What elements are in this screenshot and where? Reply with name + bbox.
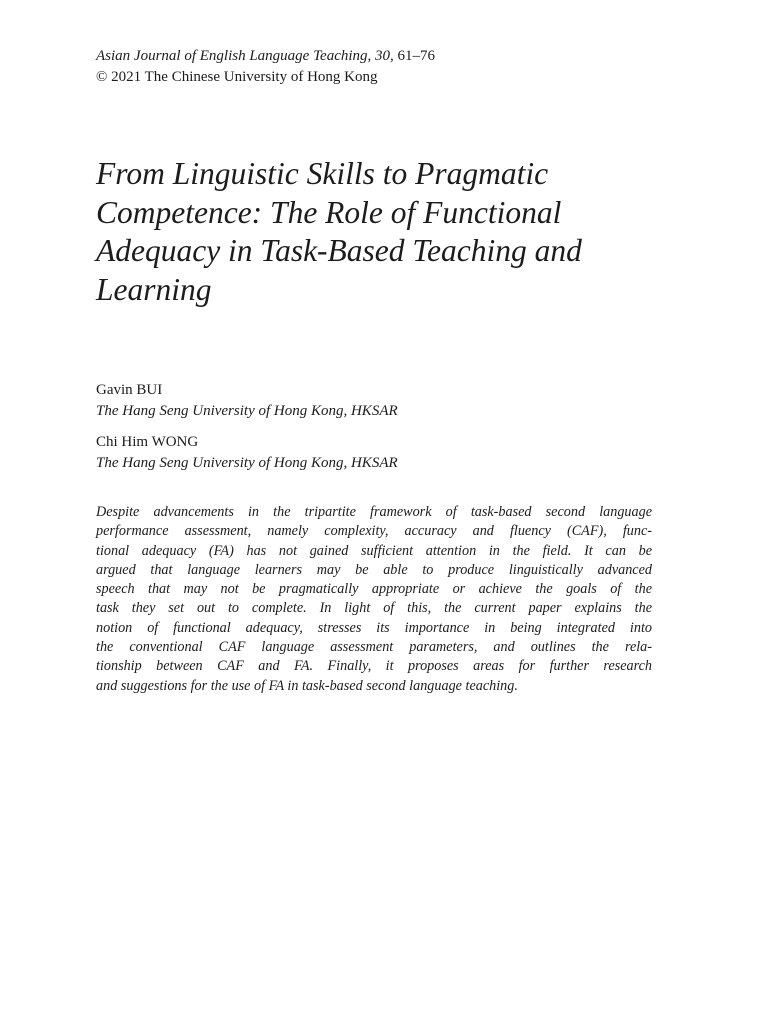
author-affiliation: The Hang Seng University of Hong Kong, HKSAR: [96, 403, 398, 419]
article-title: [96, 155, 656, 309]
abstract-line: tional adequacy (FA) has not gained sufficient attention in the field. It can be: [96, 542, 652, 559]
citation-separator: ,: [367, 48, 376, 64]
copyright-line: © 2021 The Chinese University of Hong Kong: [96, 69, 378, 85]
abstract: [96, 503, 652, 696]
citation-header: [96, 46, 435, 88]
abstract-line: task they set out to complete. In light of this, the current paper explains the: [96, 600, 652, 617]
abstract-line: notion of functional adequacy, stresses its importance in being integrated into: [96, 619, 652, 636]
abstract-line: Despite advancements in the tripartite framework of task-based second language: [96, 504, 652, 520]
title-line: Competence: The Role of Functional: [96, 194, 562, 230]
abstract-line: tionship between CAF and FA. Finally, it proposes areas for further research: [96, 658, 652, 675]
journal-citation: [96, 46, 435, 67]
abstract-line: argued that language learners may be able to produce linguistically advanced: [96, 561, 652, 578]
journal-name: Asian Journal of English Language Teaching: [96, 48, 368, 64]
abstract-line: speech that may not be pragmatically appropriate or achieve the goals of the: [96, 581, 652, 598]
author-affiliation: The Hang Seng University of Hong Kong, HKSAR: [96, 455, 398, 471]
abstract-line: the conventional CAF language assessment parameters, and outlines the rela-: [96, 639, 652, 656]
author-block: [96, 432, 398, 474]
author-block: [96, 380, 398, 422]
journal-pages: 61–76: [397, 48, 436, 64]
author-name: Chi Him WONG: [96, 434, 199, 450]
title-line: Learning: [96, 271, 212, 307]
abstract-line: and suggestions for the use of FA in task-based second language teaching.: [96, 677, 518, 694]
abstract-line: performance assessment, namely complexity, accuracy and fluency (CAF), func-: [96, 523, 652, 540]
journal-volume: 30,: [375, 48, 394, 64]
author-name: Gavin BUI: [96, 382, 163, 398]
title-line: Adequacy in Task-Based Teaching and: [96, 233, 582, 268]
title-line: From Linguistic Skills to Pragmatic: [96, 156, 549, 191]
